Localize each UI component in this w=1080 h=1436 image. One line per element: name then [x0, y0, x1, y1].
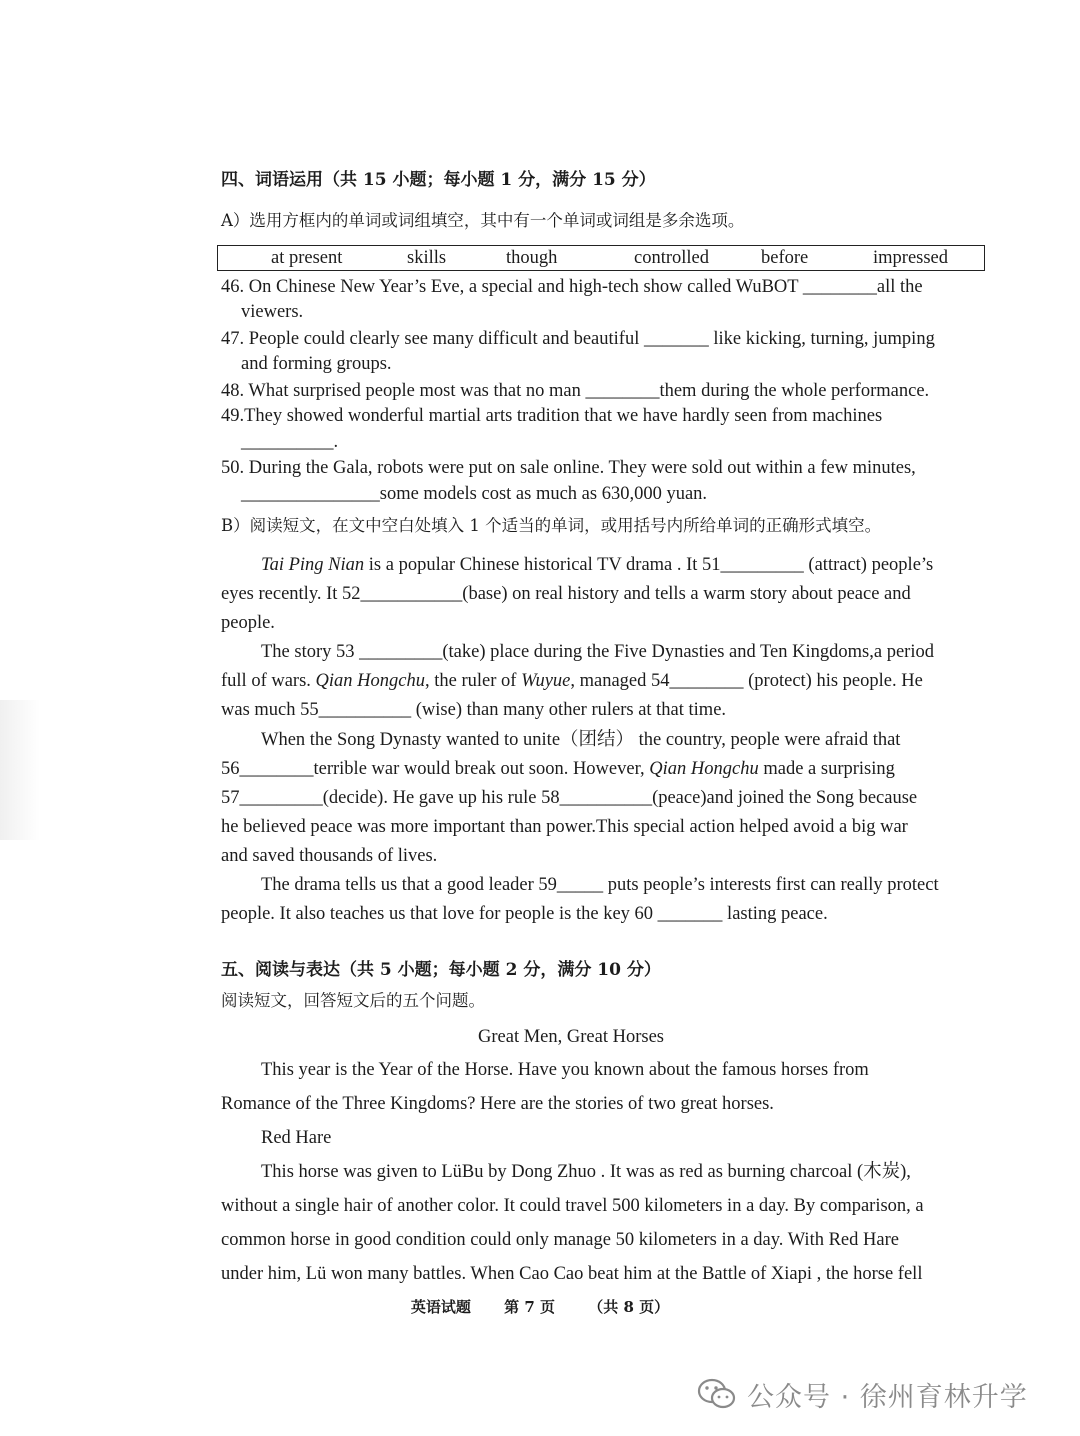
wechat-icon — [697, 1377, 737, 1411]
article-body-line4: under him, Lü won many battles. When Cao Cao beat him at the Battle of Xiapi , the horse fell — [221, 1264, 923, 1284]
question-47: 47. People could clearly see many difficult and beautiful _______ like kicking, turning, jumping — [221, 329, 935, 349]
question-47-cont: and forming groups. — [241, 354, 392, 374]
section4-title: 四、词语运用（共 15 小题；每小题 1 分，满分 15 分） — [221, 170, 656, 190]
passage-p1-line3: people. — [221, 613, 275, 633]
section5-title: 五、阅读与表达（共 5 小题；每小题 2 分，满分 10 分） — [221, 960, 661, 980]
article-body-line1: This horse was given to LüBu by Dong Zhuo . It was as red as burning charcoal (木炭), — [261, 1162, 911, 1182]
passage-p2-line1: The story 53 _________(take) place during the Five Dynasties and Ten Kingdoms,a period — [261, 642, 934, 662]
question-48: 48. What surprised people most was that no man ________them during the whole performance. — [221, 381, 930, 401]
passage-p1-line1: Tai Ping Nian is a popular Chinese historical TV drama . It 51_________ (attract) people’s — [261, 555, 934, 575]
drama-title: Tai Ping Nian — [261, 555, 365, 575]
question-46-cont: viewers. — [241, 302, 304, 322]
question-49: 49.They showed wonderful martial arts tradition that we have hardly seen from machines — [221, 406, 883, 426]
article-subheading: Red Hare — [261, 1128, 332, 1148]
article-intro-line1: This year is the Year of the Horse. Have you known about the famous horses from — [261, 1060, 869, 1080]
passage-p4-line1: The drama tells us that a good leader 59_____ puts people’s interests first can really protect — [261, 875, 939, 895]
word-bank-item: controlled — [634, 248, 710, 268]
question-46: 46. On Chinese New Year’s Eve, a special and high-tech show called WuBOT ________all the — [221, 277, 923, 297]
passage-p4-line2: people. It also teaches us that love for people is the key 60 _______ lasting peace. — [221, 904, 828, 924]
footer-subject: 英语试题 — [410, 1298, 471, 1316]
word-bank-item: at present — [271, 248, 343, 268]
passage-p3-line3: 57_________(decide). He gave up his rule 58__________(peace)and joined the Song because — [221, 788, 918, 808]
question-50-cont: _______________some models cost as much as 630,000 yuan. — [241, 484, 708, 504]
word-bank-item: impressed — [873, 248, 949, 268]
page-footer — [0, 1296, 1080, 1317]
passage-p2-line2: full of wars. Qian Hongchu, the ruler of Wuyue, managed 54________ (protect) his people. He — [221, 671, 923, 691]
article-body-line3: common horse in good condition could only manage 50 kilometers in a day. With Red Hare — [221, 1230, 899, 1250]
article-body-line2: without a single hair of another color. It could travel 500 kilometers in a day. By comparison, a — [221, 1196, 924, 1216]
footer-total: （共 8 页） — [588, 1298, 670, 1316]
question-49-cont: __________. — [241, 432, 339, 452]
article-title: Great Men, Great Horses — [478, 1027, 664, 1047]
word-bank-item: skills — [407, 248, 447, 268]
partB-instruction: B）阅读短文，在文中空白处填入 1 个适当的单词，或用括号内所给单词的正确形式填空。 — [221, 516, 882, 535]
question-50: 50. During the Gala, robots were put on sale online. They were sold out within a few minutes, — [221, 458, 916, 478]
article-intro-line2: Romance of the Three Kingdoms? Here are the stories of two great horses. — [221, 1094, 774, 1114]
word-bank-box — [217, 245, 985, 271]
footer-page: 第 7 页 — [504, 1298, 555, 1316]
passage-p3-line4: he believed peace was more important than power.This special action helped avoid a big war — [221, 817, 908, 837]
word-bank-item: though — [506, 248, 558, 268]
passage-p3-line1: When the Song Dynasty wanted to unite（团结） the country, people were afraid that — [261, 730, 901, 750]
passage-p3-line2: 56________terrible war would break out soon. However, Qian Hongchu made a surprising — [221, 759, 895, 779]
scan-shadow — [0, 700, 40, 840]
passage-p3-line5: and saved thousands of lives. — [221, 846, 438, 866]
section5-instruction: 阅读短文，回答短文后的五个问题。 — [221, 991, 485, 1010]
watermark-text: 公众号 · 徐州育林升学 — [747, 1381, 1028, 1413]
word-bank-item: before — [761, 248, 809, 268]
watermark — [697, 1374, 1028, 1414]
partA-instruction: A）选用方框内的单词或词组填空，其中有一个单词或词组是多余选项。 — [221, 211, 745, 230]
passage-p2-line3: was much 55__________ (wise) than many other rulers at that time. — [221, 700, 727, 720]
passage-p1-line2: eyes recently. It 52___________(base) on real history and tells a warm story about peace and — [221, 584, 911, 604]
